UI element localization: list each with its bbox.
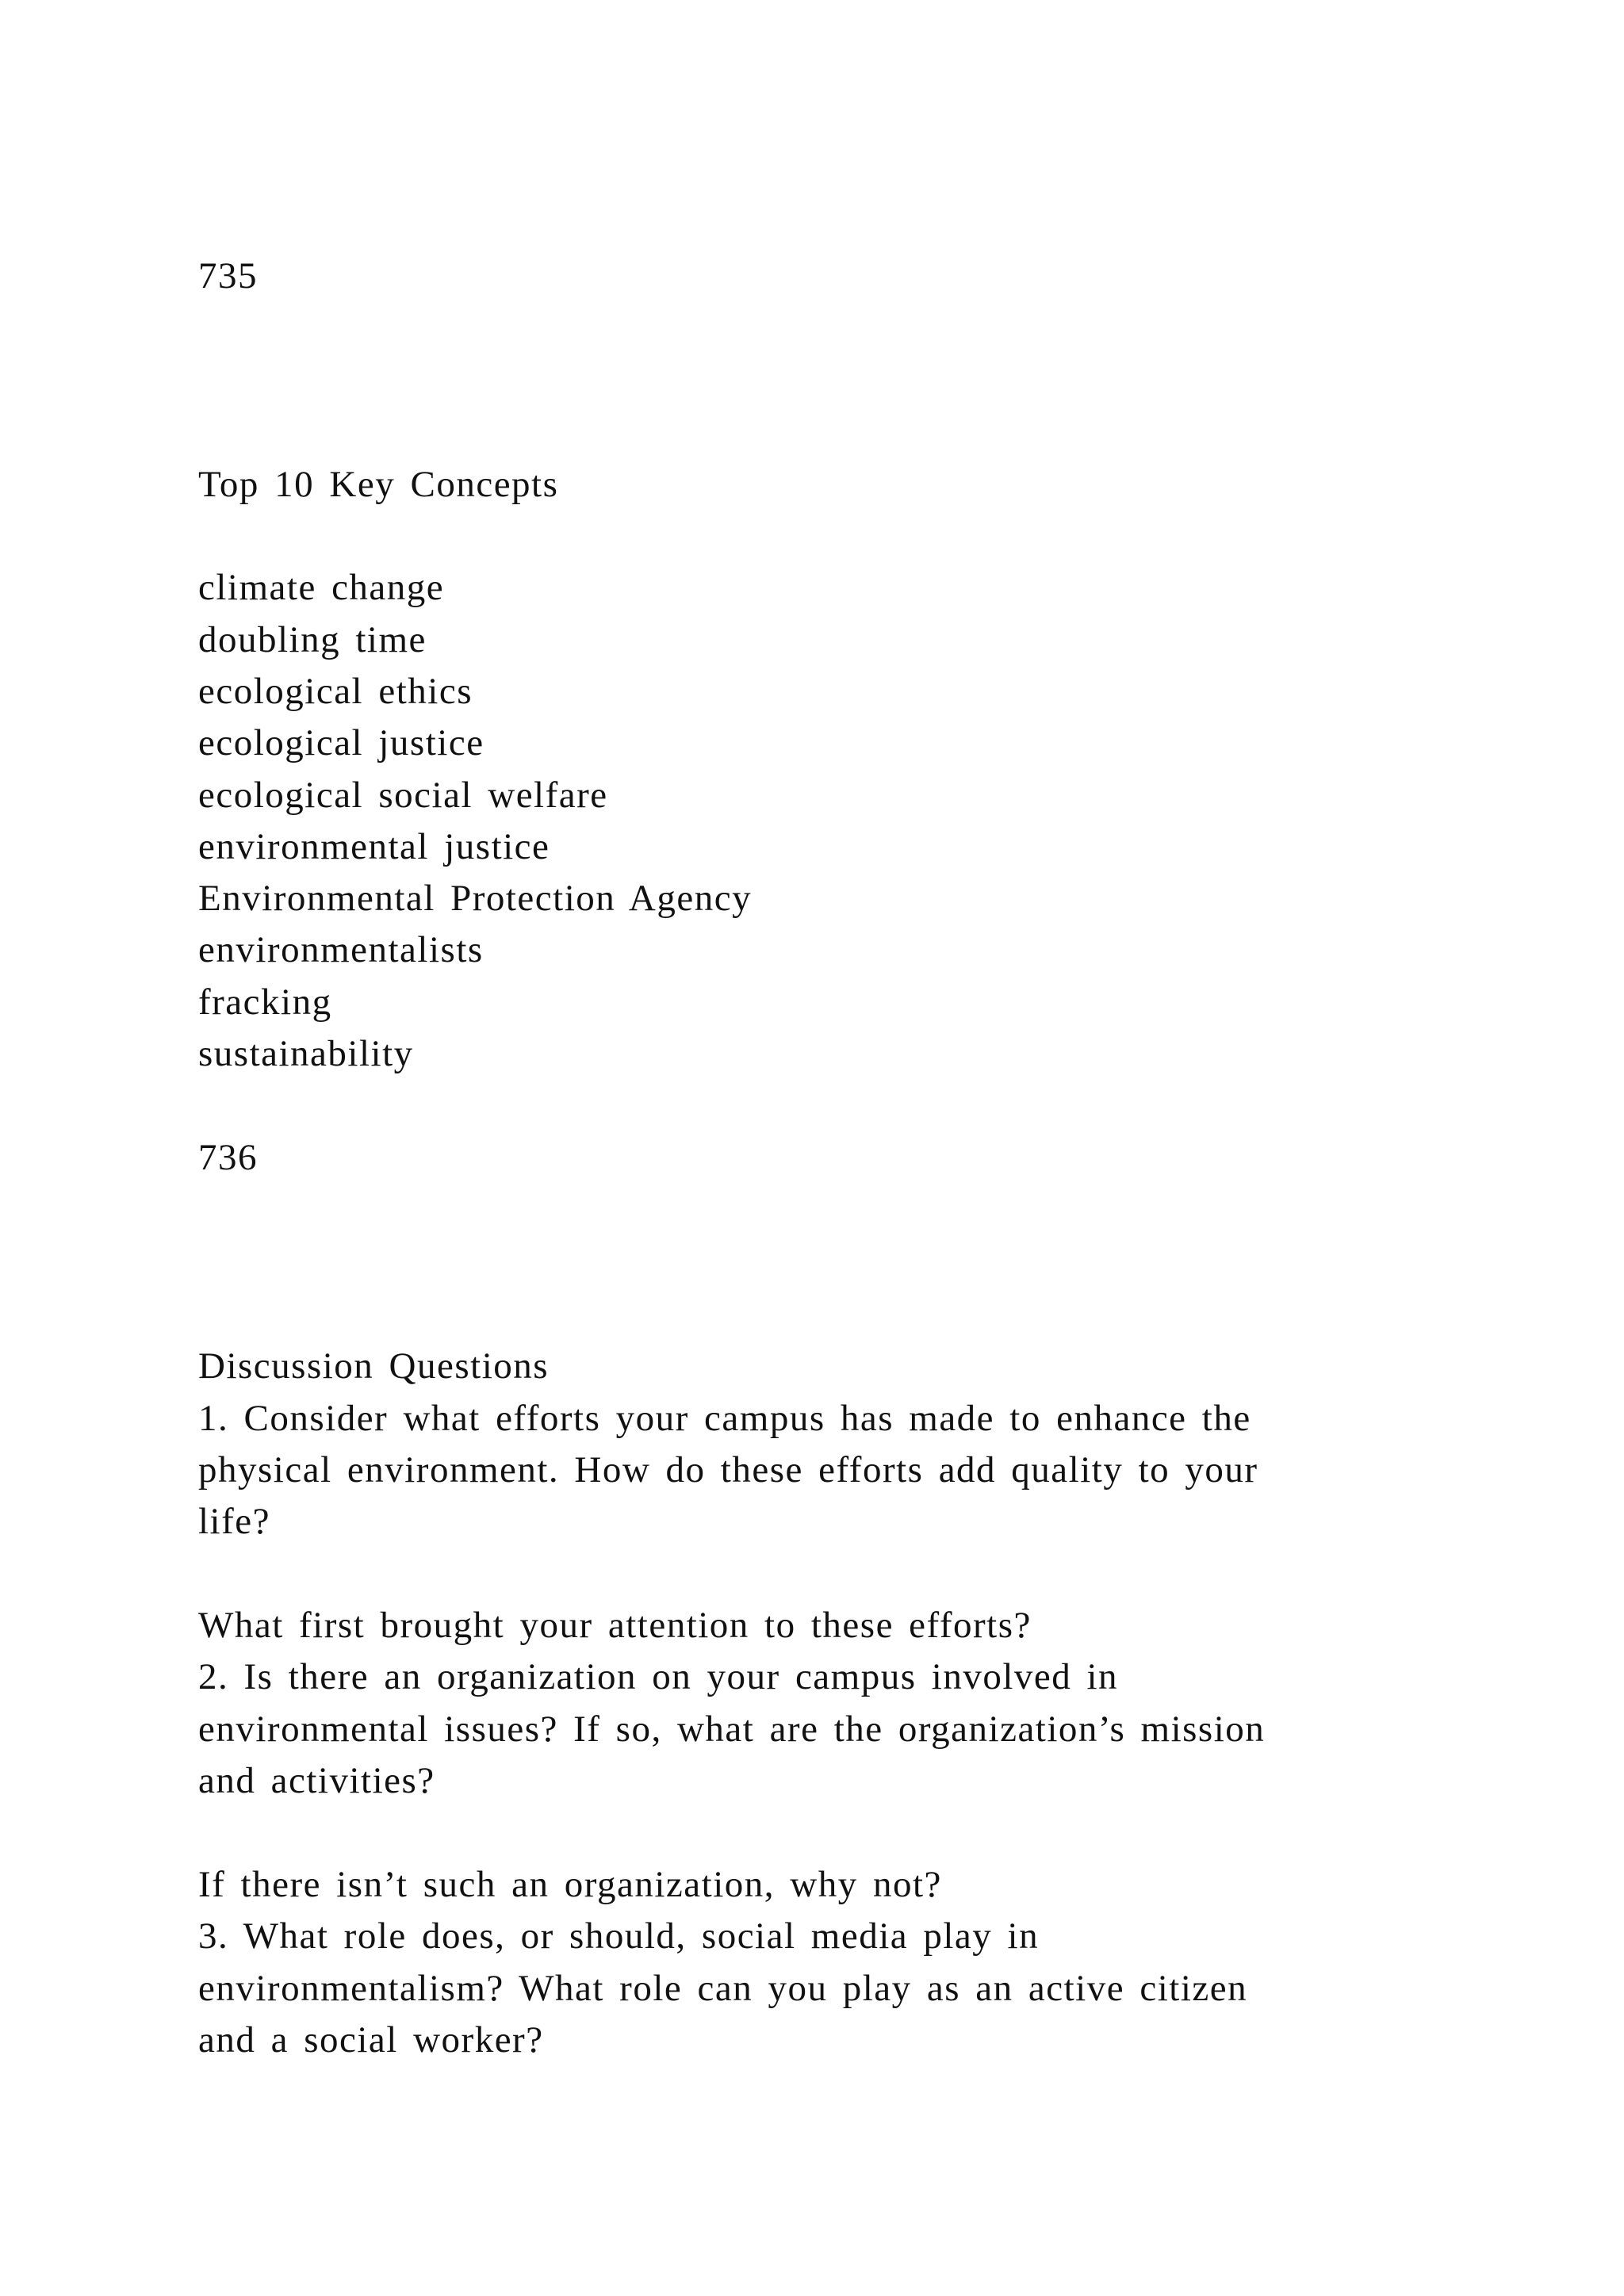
question-2-line: environmental issues? If so, what are the organization’s mission bbox=[198, 1709, 1266, 1750]
page-number-735: 735 bbox=[198, 255, 258, 297]
key-concept-item: sustainability bbox=[198, 1033, 414, 1074]
key-concept-item: ecological justice bbox=[198, 722, 485, 763]
question-2-line: 2. Is there an organization on your campus involved in bbox=[198, 1656, 1119, 1697]
question-2-line: and activities? bbox=[198, 1760, 435, 1801]
key-concept-item: fracking bbox=[198, 982, 332, 1023]
question-1-line: physical environment. How do these efforts add quality to your bbox=[198, 1449, 1258, 1490]
discussion-heading: Discussion Questions bbox=[198, 1345, 550, 1387]
question-1-followup: What first brought your attention to these efforts? bbox=[198, 1605, 1032, 1646]
question-3-line: 3. What role does, or should, social media play in bbox=[198, 1915, 1040, 1957]
question-3-line: and a social worker? bbox=[198, 2019, 544, 2061]
key-concept-item: Environmental Protection Agency bbox=[198, 878, 753, 919]
key-concepts-heading: Top 10 Key Concepts bbox=[198, 464, 559, 505]
key-concept-item: doubling time bbox=[198, 619, 427, 660]
key-concept-item: environmentalists bbox=[198, 929, 484, 970]
page-number-736: 736 bbox=[198, 1137, 258, 1178]
question-3-line: environmentalism? What role can you play as an active citizen bbox=[198, 1968, 1248, 2009]
key-concept-item: climate change bbox=[198, 567, 445, 608]
key-concept-item: ecological social welfare bbox=[198, 775, 608, 816]
question-2-followup: If there isn’t such an organization, why not? bbox=[198, 1864, 942, 1905]
key-concept-item: environmental justice bbox=[198, 826, 550, 867]
question-1-line: life? bbox=[198, 1501, 270, 1542]
key-concept-item: ecological ethics bbox=[198, 671, 473, 712]
question-1-line: 1. Consider what efforts your campus has made to enhance the bbox=[198, 1398, 1251, 1439]
